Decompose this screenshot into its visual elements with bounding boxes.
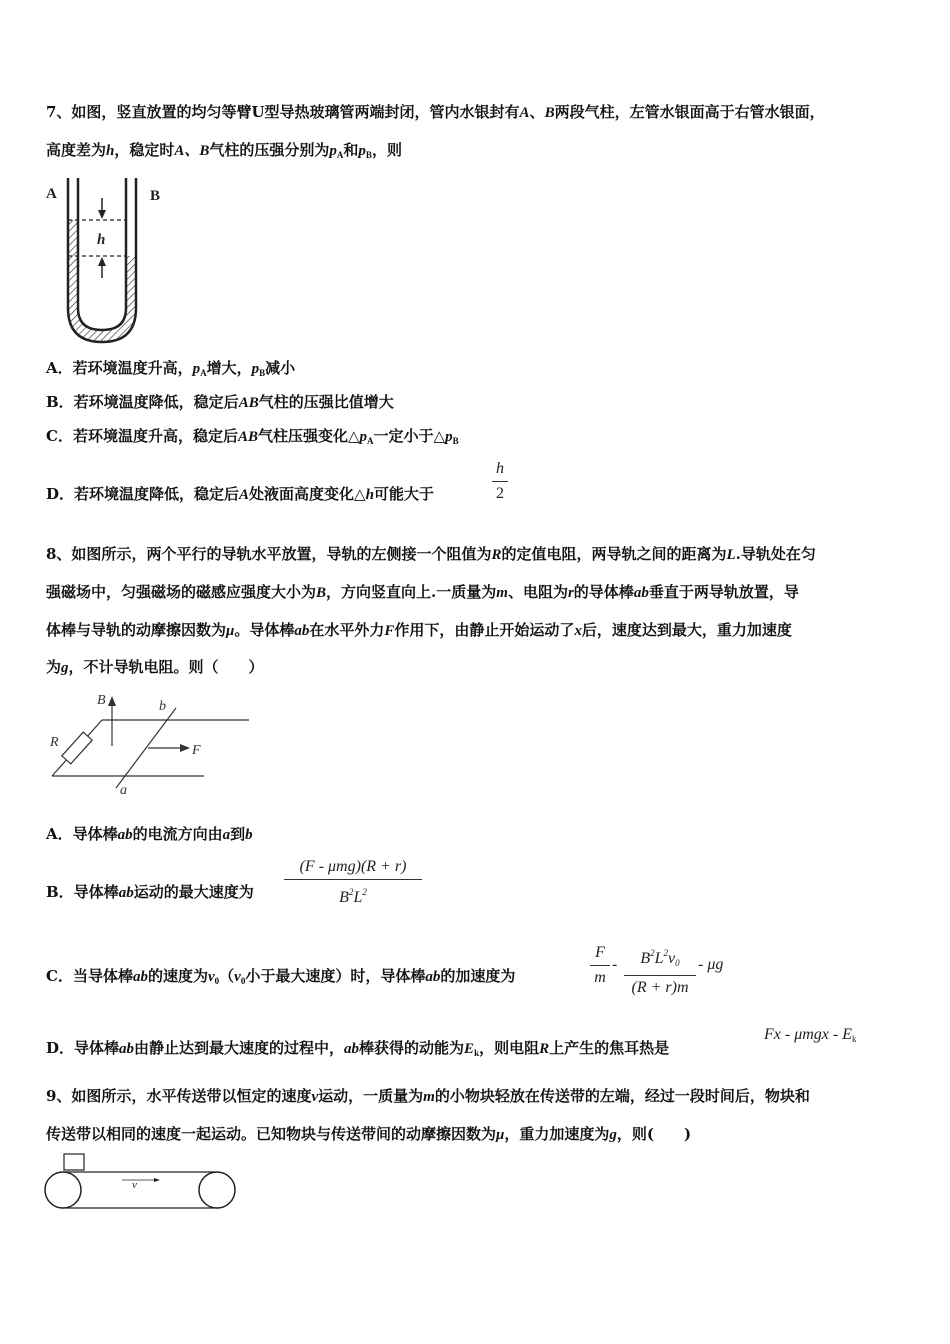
q8-optB-frac-den (284, 881, 422, 909)
q7-option-d (46, 484, 434, 505)
q7-optD-end: 可能大于 (373, 485, 434, 503)
q7-sub-B: B (365, 150, 372, 160)
q7-option-c (46, 426, 459, 451)
q8-optC-fraction1 (590, 942, 610, 989)
q8-text10: 。导体棒 (234, 621, 295, 639)
q8-optD-mid3: ，则电阻 (479, 1039, 540, 1057)
q8-optC-f2-den: (R + r)m (631, 979, 689, 996)
q8-optC-f2-v: v (668, 950, 676, 967)
q7-optD-fraction (492, 458, 508, 505)
q8-option-a (46, 824, 253, 845)
q8-optC-f1-bar (590, 965, 610, 966)
q8-optB-end: 运动的最大速度为 (133, 883, 254, 901)
q8-fig-label-F: F (192, 743, 201, 758)
q8-optD-mid2: 棒获得的动能为 (359, 1039, 465, 1057)
q8-var-x: x (574, 623, 582, 639)
q8-optD-R: R (539, 1041, 550, 1057)
q7-sub-A: A (336, 150, 344, 160)
q8-optA-ab: ab (117, 827, 133, 843)
q8-option-d (46, 1038, 669, 1063)
q8-optB-den-B: B (339, 889, 349, 906)
q8-text15: ，不计导轨电阻。则（ ） (68, 658, 264, 676)
q9-text6: ，则( ) (616, 1125, 692, 1143)
q8-optA-to: 到 (230, 825, 246, 843)
q7-fig-label-h: h (97, 232, 106, 248)
q8-text3: .导轨处在匀 (735, 545, 816, 563)
q7-fig-label-A: A (46, 186, 57, 202)
q7-stem-text4: 气柱的压强分别为 (209, 141, 330, 159)
q8-optA-text: A．导体棒 (46, 825, 118, 843)
q8-optA-b: b (245, 827, 253, 843)
q8-text2: 的定值电阻，两导轨之间的距离为 (501, 545, 727, 563)
q8-optB-text: B．导体棒 (46, 883, 119, 901)
q8-optA-mid: 的电流方向由 (132, 825, 223, 843)
q8-text11: 在水平外力 (309, 621, 385, 639)
q8-optC-v2: v (234, 969, 241, 985)
q8-optC-mid2: 小于最大速度）时，导体棒 (245, 967, 426, 985)
q7-stem-text-end: 两段气柱，左管水银面高于右管水银面， (554, 103, 825, 121)
q8-optD-E: E (464, 1041, 475, 1057)
q8-optC-fraction2 (624, 942, 696, 999)
q9-var-v: v (311, 1089, 319, 1105)
q8-text8: 垂直于两导轨放置，导 (648, 583, 799, 601)
q8-optC-ab: ab (132, 969, 148, 985)
q8-var-L: L (726, 547, 736, 563)
q8-optC-minus: - (612, 956, 618, 973)
q7-optA-p2: p (251, 361, 260, 377)
q8-optA-a: a (222, 827, 231, 843)
q7-optD-mid: 处液面高度变化△ (249, 485, 366, 503)
q8-option-b (46, 882, 254, 903)
q7-optA-sub2: B (259, 368, 266, 378)
q9-fig-label-v: v (132, 1179, 137, 1191)
q8-optC-f1-den: m (594, 969, 606, 986)
q7-optA-end: 减小 (265, 359, 296, 377)
q7-optA-sub: A (200, 368, 207, 378)
q8-fig-label-b: b (159, 699, 166, 714)
q8-optC-f2-B: B (640, 950, 651, 967)
q8-text14: 为 (46, 658, 62, 676)
q8-optC-f1-num: F (595, 944, 605, 961)
q8-optB-frac-num: (F - μmg)(R + r) (299, 858, 407, 875)
q9-var-m: m (423, 1089, 435, 1105)
q7-option-b (46, 392, 394, 413)
q7-optC-p2: p (445, 429, 453, 445)
q8-var-ab2: ab (294, 623, 310, 639)
q7-optC-sub2: B (452, 436, 459, 446)
q7-optD-h: h (365, 487, 374, 503)
q8-stem-line4 (46, 657, 264, 678)
q8-option-c (46, 966, 515, 991)
q7-optC-mid2: 一定小于△ (373, 427, 446, 445)
q8-optC-tail: - μg (698, 956, 724, 973)
q8-fig-label-B: B (97, 693, 106, 708)
q7-optC-ab: AB (237, 429, 258, 445)
q7-var-B: B (544, 105, 555, 121)
q8-rail-figure (44, 690, 254, 800)
q9-stem-line2 (46, 1124, 691, 1145)
q8-var-mu: μ (226, 623, 235, 639)
q7-var-h: h (106, 143, 115, 159)
q7-option-a (46, 358, 295, 383)
q9-text2: 运动，一质量为 (318, 1087, 424, 1105)
q7-optD-text: D．若环境温度降低，稳定后 (46, 485, 240, 503)
q7-stem-text: 7、如图，竖直放置的均匀等臂U型导热玻璃管两端封闭，管内水银封有 (46, 103, 520, 121)
q8-optC-f2-L: L (654, 950, 664, 967)
q8-optC-f2-sq1: 2 (650, 948, 655, 958)
q9-text3: 的小物块轻放在传送带的左端，经过一段时间后，物块和 (434, 1087, 810, 1105)
q8-var-B: B (316, 585, 327, 601)
q7-optA-p: p (192, 361, 201, 377)
q8-stem-line1 (46, 544, 816, 565)
q9-stem-line1 (46, 1086, 810, 1107)
q8-optC-f2-v-sub: 0 (675, 958, 680, 968)
q8-text9: 体棒与导轨的动摩擦因数为 (46, 621, 227, 639)
q8-optB-den-L: L (353, 889, 363, 906)
q8-fig-label-R: R (50, 735, 59, 750)
q7-and: 和 (343, 141, 359, 159)
q8-text5: ，方向竖直向上.一质量为 (326, 583, 497, 601)
q8-text4: 强磁场中，匀强磁场的磁感应强度大小为 (46, 583, 317, 601)
q8-optC-f2-num (624, 942, 696, 974)
q9-block (64, 1154, 84, 1170)
q8-var-g: g (61, 660, 69, 676)
q8-optD-expression (764, 1026, 857, 1044)
q7-u-tube-figure (44, 178, 174, 348)
q7-fig-label-B: B (150, 188, 161, 204)
q8-optC-end: 的加速度为 (440, 967, 516, 985)
q8-optC-f2-sq2: 2 (663, 948, 669, 958)
q8-optD-E-sub: k (474, 1048, 480, 1058)
q7-optB-ab: AB (238, 395, 259, 411)
q8-var-r: r (567, 585, 574, 601)
q7-optC-text: C．若环境温度升高，稳定后 (46, 427, 238, 445)
q8-optB-fraction (284, 856, 422, 909)
q7-optD-frac-bar (492, 481, 508, 482)
q8-text12: 作用下，由静止开始运动了 (394, 621, 575, 639)
q8-stem-line3 (46, 620, 792, 641)
q8-optD-expr-text: Fx - μmgx - E (764, 1026, 852, 1043)
q9-var-mu: μ (496, 1127, 505, 1143)
q8-optC-paren: （ (219, 967, 235, 985)
q8-optD-text: D．导体棒 (46, 1039, 120, 1057)
q9-text4: 传送带以相同的速度一起运动。已知物块与传送带间的动摩擦因数为 (46, 1125, 497, 1143)
q8-optC-mid: 的速度为 (147, 967, 208, 985)
q7-optD-frac-den: 2 (496, 485, 504, 502)
q8-text1: 8、如图所示，两个平行的导轨水平放置，导轨的左侧接一个阻值为 (46, 545, 492, 563)
q8-optC-v-sub: 0 (214, 976, 220, 986)
q7-stem-text3: ，稳定时 (114, 141, 175, 159)
q7-stem-line1 (46, 102, 825, 123)
q9-right-roller (199, 1172, 235, 1208)
q7-stem-line2 (46, 140, 402, 165)
q7-optB-end: 气柱的压强比值增大 (258, 393, 394, 411)
q7-optD-a: A (239, 487, 250, 503)
q7-var-A: A (519, 105, 530, 121)
q8-stem-line2 (46, 582, 799, 603)
q7-stem-text2: 高度差为 (46, 141, 107, 159)
q7-var-AB: A、B (174, 143, 210, 159)
q8-text13: 后，速度达到最大，重力加速度 (581, 621, 792, 639)
q9-text5: ，重力加速度为 (504, 1125, 610, 1143)
q7-optC-mid: 气柱压强变化△ (257, 427, 360, 445)
q8-optC-f2-bar (624, 975, 696, 976)
q8-fig-label-a: a (120, 783, 127, 798)
q8-optB-den-sq1: 2 (348, 887, 354, 897)
q7-optC-p: p (359, 429, 368, 445)
q8-text6: 、电阻为 (507, 583, 568, 601)
q8-optD-ab: ab (119, 1041, 135, 1057)
q7-var-p2: p (358, 143, 366, 159)
q8-optB-frac-bar (284, 879, 422, 880)
q8-optD-ab2: ab (344, 1041, 360, 1057)
q9-var-g: g (609, 1127, 617, 1143)
q8-optC-v: v (207, 969, 215, 985)
q8-optB-ab: ab (118, 885, 134, 901)
q7-var-p: p (329, 143, 337, 159)
q7-stem-end: ，则 (371, 141, 402, 159)
q7-optD-frac-num: h (496, 460, 504, 477)
q8-optB-den-sq2: 2 (362, 887, 367, 897)
q8-var-F: F (384, 623, 395, 639)
q8-optC-text: C．当导体棒 (46, 967, 133, 985)
q7-optB-text: B．若环境温度降低，稳定后 (46, 393, 239, 411)
q8-optD-end: 上产生的焦耳热是 (549, 1039, 670, 1057)
q8-optC-ab2: ab (425, 969, 441, 985)
q7-optA-text: A．若环境温度升高， (46, 359, 193, 377)
q8-optC-v2-sub: 0 (240, 976, 246, 986)
q9-text1: 9、如图所示，水平传送带以恒定的速度 (46, 1087, 312, 1105)
q7-optA-mid: 增大， (206, 359, 252, 377)
q7-sep: 、 (529, 103, 545, 121)
q8-var-m: m (496, 585, 508, 601)
q9-left-roller (45, 1172, 81, 1208)
q7-optC-sub: A (367, 436, 374, 446)
q8-optD-mid: 由静止达到最大速度的过程中， (134, 1039, 345, 1057)
q8-var-ab: ab (633, 585, 649, 601)
q8-var-R: R (491, 547, 502, 563)
q8-text7: 的导体棒 (573, 583, 634, 601)
q9-conveyor-figure (44, 1152, 240, 1212)
q8-optD-expr-sub: k (852, 1034, 857, 1044)
